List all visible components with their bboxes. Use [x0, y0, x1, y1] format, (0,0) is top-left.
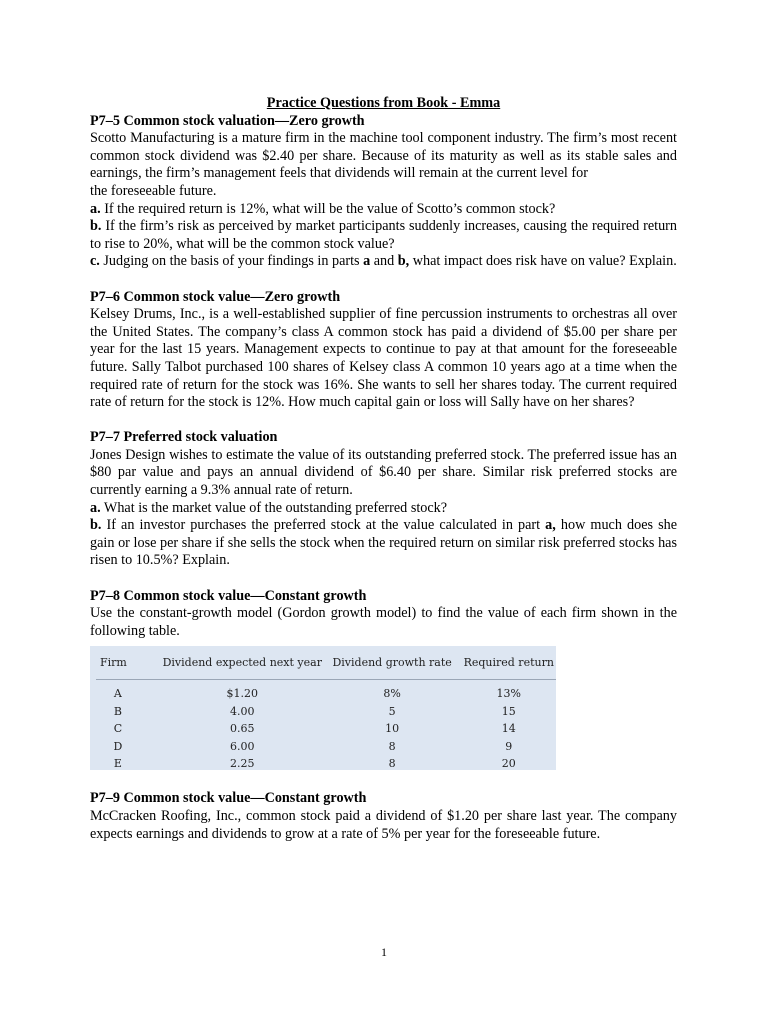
cell-dividend: 6.00 [230, 739, 255, 753]
p7-5-question-b [90, 218, 677, 253]
cell-growth: 10 [385, 722, 400, 736]
cell-dividend: 4.00 [230, 704, 255, 718]
cell-growth: 8 [388, 757, 396, 771]
table-row [96, 680, 556, 703]
page-number: 1 [381, 945, 387, 959]
p7-5-body-text: Scotto Manufacturing is a mature firm in the machine tool component industry. The firm’s most recent common stock dividend was $2.40 per share. Because of its maturity as well as its stable sales and earnings, the firm’s management feels that dividends will remain at the current level for [90, 130, 677, 182]
header-growth: Dividend growth rate [323, 648, 462, 679]
question-text: If an investor purchases the preferred stock at the value calculated in part [101, 517, 546, 534]
p7-7-body: Jones Design wishes to estimate the value of its outstanding preferred stock. The preferred issue has an $80 par value and pays an annual dividend of $6.40 per share. Similar risk preferred stocks are currently earning a 9.3% annual rate of return. [90, 446, 677, 499]
question-text: What is the market value of the outstanding preferred stock? [100, 499, 448, 516]
question-text: how much does she gain or lose per share if she sells the stock when the required return on similar risk preferred stocks has risen to 10.5%? Explain. [90, 517, 677, 569]
question-text: Judging on the basis of your findings in parts [99, 253, 364, 270]
header-firm: Firm [96, 648, 162, 679]
p7-7-heading: P7–7 Preferred stock valuation [90, 429, 278, 446]
cell-firm: E [113, 757, 122, 771]
cell-return: 20 [501, 757, 516, 771]
cell-growth: 8 [388, 739, 396, 753]
part-ref: a [363, 253, 371, 270]
cell-dividend: 2.25 [230, 757, 255, 771]
cell-dividend: $1.20 [226, 687, 259, 700]
cell-return: 13% [496, 687, 521, 700]
question-label: b. [90, 218, 102, 235]
cell-firm: C [113, 722, 123, 736]
p7-5-question-a [90, 201, 677, 219]
p7-5-question-c [90, 253, 677, 271]
question-label: b. [90, 517, 102, 534]
table-row [96, 755, 556, 773]
header-dividend: Dividend expected next year [162, 648, 323, 679]
header-return: Required return [462, 648, 557, 679]
table-row [96, 720, 556, 738]
cell-growth: 8% [383, 687, 401, 700]
firm-data-table-image [90, 646, 556, 770]
p7-6-body: Kelsey Drums, Inc., is a well-established supplier of fine percussion instruments to orchestras all over the United States. The company’s class A common stock has paid a dividend of $5.00 per share per year for the last 15 years. Management expects to continue to pay at that amount for the foreseeable future. Sally Talbot purchased 100 shares of Kelsey class A common 10 years ago at a time when the required rate of return for the stock was 16%. She wants to sell her shares today. The current required rate of return for the stock is 12%. How much capital gain or loss will Sally have on her shares? [90, 306, 677, 411]
cell-firm: A [113, 687, 122, 700]
cell-firm: D [113, 739, 123, 753]
p7-7-question-a [90, 500, 677, 518]
question-text: and [370, 253, 398, 270]
cell-return: 15 [501, 704, 516, 718]
p7-9-body: McCracken Roofing, Inc., common stock paid a dividend of $1.20 per share last year. The company expects earnings and dividends to grow at a rate of 5% per year for the foreseeable future. [90, 808, 677, 842]
cell-return: 14 [501, 722, 516, 736]
p7-6-heading: P7–6 Common stock value—Zero growth [90, 288, 341, 305]
table-row [96, 738, 556, 756]
p7-9-heading: P7–9 Common stock value—Constant growth [90, 790, 367, 807]
document-page [90, 95, 677, 843]
cell-dividend: 0.65 [230, 722, 255, 736]
p7-5-heading: P7–5 Common stock valuation—Zero growth [90, 112, 365, 129]
table-header-row [96, 648, 556, 679]
p7-5-body-cont: the foreseeable future. [90, 182, 217, 199]
question-label: a. [90, 200, 101, 217]
p7-7-question-b [90, 517, 677, 570]
question-label: c. [90, 253, 100, 270]
firm-data-table [96, 648, 556, 773]
part-ref: a, [545, 517, 556, 534]
question-text: what impact does risk have on value? Explain. [409, 253, 677, 270]
question-text: If the required return is 12%, what will be the value of Scotto’s common stock? [100, 200, 556, 217]
p7-8-heading: P7–8 Common stock value—Constant growth [90, 587, 367, 604]
document-title: Practice Questions from Book - Emma [266, 95, 501, 111]
p7-5-body [90, 130, 677, 183]
p7-8-body: Use the constant-growth model (Gordon growth model) to find the value of each firm shown in the following table. [90, 605, 677, 639]
cell-firm: B [113, 704, 122, 718]
question-text: If the firm’s risk as perceived by market participants suddenly increases, causing the required return to rise to 20%, what will be the common stock value? [90, 218, 677, 252]
table-row [96, 703, 556, 721]
cell-return: 9 [505, 739, 513, 753]
question-label: a. [90, 499, 101, 516]
cell-growth: 5 [388, 704, 396, 718]
part-ref: b, [397, 253, 410, 270]
